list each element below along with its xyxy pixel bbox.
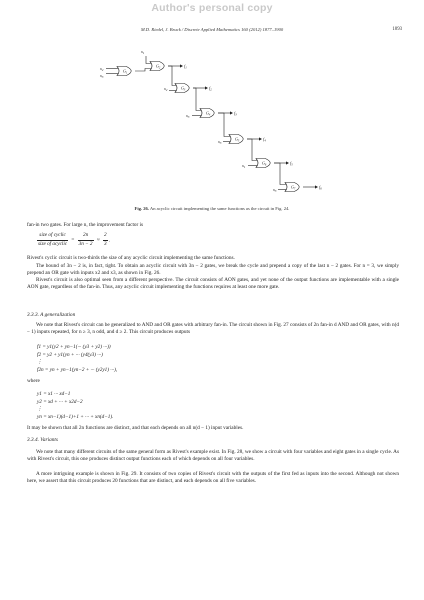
gate-g7-label: $G_7$ (291, 184, 296, 191)
output-label-f2: $f_2$ (209, 85, 212, 92)
eq-mid-num: 2n (78, 232, 94, 241)
input-x3-g5: $x_3$ (218, 139, 222, 146)
eq-y2: y2 = xd + ··· + x2d−2 (37, 398, 83, 405)
gate-g4-label: $G_4$ (206, 110, 211, 117)
wire-g2-g3 (168, 66, 176, 86)
figure-caption (0, 206, 424, 211)
eq-f1: f1 = y1(y2 + yn−1(··· (y3 + y2) ···)) (37, 344, 111, 350)
input-x2-g3: $x_2$ (164, 86, 168, 93)
eq-y1: y1 = x1 ··· xd−1 (37, 391, 71, 397)
section-heading-variants: 3.3.4. Variants (27, 437, 58, 443)
input-x1-top: $x_1$ (141, 49, 145, 56)
eq-f2: f2 = y2 + y1(yn + ··· (y4(y3) ···) (37, 351, 103, 358)
fraction-gates (78, 232, 94, 248)
output-arrow-5-head (286, 161, 289, 164)
caption-label: Fig. 26. (134, 206, 149, 211)
fraction-ratio (103, 232, 111, 248)
eq-rhs-den: 3 (103, 240, 107, 247)
wire-g1-g2 (135, 69, 151, 72)
improvement-equation: $\frac{\text{size of cyclic}}{\text{size of acyclic}}$ = $\frac{2n}{3n - 2}$ ≈ $\frac{2}{3}$ . (38, 232, 111, 247)
gate-g5-label: $G_5$ (235, 136, 240, 143)
eq-end: . (108, 237, 111, 244)
input-x3-g7: $x_3$ (273, 187, 277, 194)
caption-text: An acyclic circuit implementing the same functions as the circuit in Fig. 24. (149, 206, 290, 211)
paragraph-optimal: Rivest's circuit is also optimal seen from a different perspective. The circuit consists of AON gates, and yet none of the output functions are implementable with a single AON gate, regardless of the fan-in. Thus, any acyclic circuit implementing the functions requires at least one more gate. (27, 277, 399, 290)
running-header: M.D. Riedel, J. Bruck / Discrete Applied Mathematics 160 (2012) 1877–1900 (140, 27, 284, 32)
eq-lhs-den: size of acyclic (38, 240, 68, 247)
where-label: where (27, 378, 40, 384)
input-x3-g4: $x_3$ (186, 113, 190, 120)
eq-approx: ≈ (96, 237, 100, 244)
wire-x1-g2 (146, 56, 151, 64)
wire-g6-g7 (274, 163, 286, 185)
eq-yn: yn = xn−1)(d−1)+1 + ··· + xn(d−1). (37, 413, 114, 420)
output-label-f1: $f_1$ (184, 63, 187, 70)
eq-mid-den: 3n − 2 (78, 240, 93, 247)
output-label-f3: $f_3$ (234, 110, 237, 117)
wire-g3-g4 (193, 88, 201, 111)
input-x2-g1: $x_2$ (100, 66, 104, 73)
output-arrow-3-head (230, 111, 233, 114)
wire-g5-g6 (247, 139, 257, 161)
eq-y-dots: ⋮ (37, 406, 43, 413)
eq-f2n: f2n = yn + yn−1(yn−2 + ··· (y2y1) ···), (37, 366, 118, 373)
paragraph-distinct: It may be shown that all 2n functions are distinct, and that each depends on all n(d − 1) input variables. (27, 425, 244, 431)
output-arrow-6-head (315, 185, 318, 188)
output-equations (37, 344, 117, 374)
eq-f-dots: ⋮ (37, 359, 43, 366)
paragraph-bound: The bound of 3n − 2 is, in fact, tight. To obtain an acyclic circuit with 3n − 2 gates, we break the cycle and prepend a copy of the last n − 2 gates. For n = 3, we simply prepend an OR gate with inputs x2 and x3, as shown in Fig. 26. (27, 263, 399, 276)
paragraph-intriguing: A more intriguing example is shown in Fig. 29. It consists of two copies of Rivest's circuit with the outputs of the first fed as inputs into the second. Although not shown here, we assert that this circuit produces 20 functions that are distinct, and each depends on all five variables. (27, 471, 399, 484)
input-equations (37, 391, 113, 421)
watermark: Author's personal copy (151, 2, 273, 14)
output-arrow-2-head (205, 86, 208, 89)
gate-g3-label: $G_3$ (181, 85, 186, 92)
page-number: 1893 (392, 27, 402, 32)
eq-rhs-num: 2 (103, 232, 108, 241)
output-arrow-1-head (180, 64, 183, 67)
output-arrow-4-head (259, 137, 262, 140)
circuit-figure (0, 40, 424, 200)
fraction-size (37, 232, 68, 248)
gate-g2-label: $G_2$ (156, 63, 161, 70)
gate-g1-label: $G_1$ (123, 68, 128, 75)
output-label-f4: $f_4$ (263, 136, 266, 143)
paragraph-variants: We note that many different circuits of the same general form as Rivest's example exist. In Fig. 28, we show a circuit with four variables and eight gates in a single cycle. As with Rivest's circuit, this one produces distinct output functions each of which depends on all four variables. (27, 449, 399, 462)
paragraph-two-thirds: Rivest's cyclic circuit is two-thirds the size of any acyclic circuit implementing the same functions. (27, 255, 235, 261)
output-label-f5: $f_5$ (290, 160, 293, 167)
input-x3-g1: $x_3$ (100, 73, 104, 80)
gate-g6-label: $G_6$ (262, 160, 267, 167)
paragraph-generalization: We note that Rivest's circuit can be generalized to AND and OR gates with arbitrary fan-in. The circuit shown in Fig. 27 consists of 2n fan-in d AND and OR gates, with n(d − 1) inputs repeated, for n ≥ 3, n odd, and d ≥ 2. This circuit produces outputs (27, 322, 399, 335)
eq-lhs-num: size of cyclic (37, 232, 68, 241)
paragraph-fanin: fan-in two gates. For large n, the improvement factor is (27, 222, 144, 228)
wire-g4-g5 (218, 113, 230, 137)
output-label-f6: $f_6$ (319, 184, 322, 191)
section-heading-generalization: 3.3.3. A generalization (27, 312, 76, 318)
input-x1-g6: $x_1$ (242, 163, 246, 170)
